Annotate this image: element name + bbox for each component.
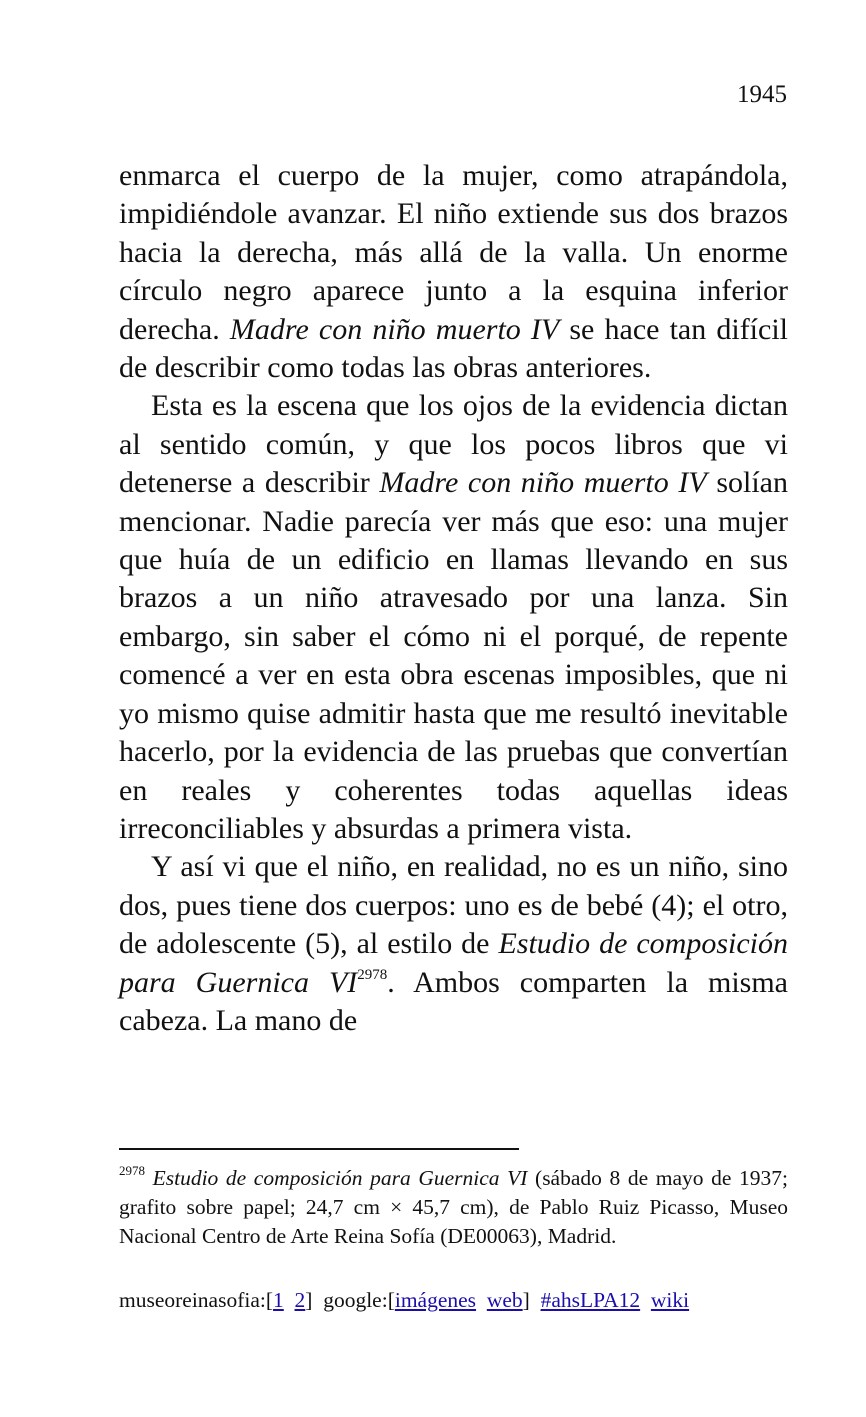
google-images-link[interactable]: imágenes [394, 1288, 477, 1312]
museo-link-1[interactable]: 1 [273, 1288, 284, 1312]
wiki-link[interactable]: wiki [650, 1288, 690, 1312]
paragraph-1 [119, 157, 788, 387]
text-run: Esta es la escena que los ojos de la evidencia dictan al sentido común, y que los pocos libros que vi detenerse a describir [119, 389, 788, 500]
footnote-title: Estudio de composición para Guernica VI [152, 1166, 528, 1190]
text-run: enmarca el cuerpo de la mujer, como atrapándola, impidiéndole avanzar. El niño extiende sus dos brazos hacia la derecha, más allá de la valla. Un enorme círculo negro aparece junto a la esquina inferior derecha. [119, 159, 788, 346]
text-run: se hace tan difícil de describir como todas las obras anteriores. [119, 312, 789, 385]
footnote-links [119, 1286, 788, 1315]
text-run: Y así vi que el niño, en realidad, no es un niño, sino dos, pues tiene dos cuerpos: uno es de bebé (4); el otro, de adolescente (5), al estilo de [119, 850, 788, 961]
google-prefix: google:[ [323, 1288, 395, 1312]
body-text [119, 157, 788, 1040]
artwork-title: Madre con niño muerto IV [229, 312, 560, 346]
page-number: 1945 [737, 81, 787, 108]
museo-link-2[interactable]: 2 [294, 1288, 306, 1312]
artwork-title: Estudio de composición para Guernica VI [119, 927, 788, 999]
footnote-number: 2978 [119, 1163, 145, 1178]
google-close: ] [522, 1288, 530, 1312]
footnote [119, 1164, 788, 1251]
footnote-reference[interactable]: 2978 [357, 966, 388, 983]
hashtag-link[interactable]: #ahsLPA12 [540, 1288, 641, 1312]
museo-close: ] [305, 1288, 313, 1312]
text-run: solían mencionar. Nadie parecía ver más que eso: una mujer que huía de un edificio en llamas llevando en sus brazos a un niño atravesado por una lanza. Sin embargo, sin saber el cómo ni el porqué, de repente comencé a ver en esta obra escenas imposibles, que ni yo mismo quise admitir hasta que me resultó inevitable hacerlo, por la evidencia de las pruebas que convertían en reales y coherentes todas aquellas ideas irreconciliables y absurdas a primera vista. [119, 466, 788, 845]
google-web-link[interactable]: web [486, 1288, 523, 1312]
text-run: . Ambos comparten la misma cabeza. La mano de [119, 965, 789, 1037]
paragraph-2 [119, 387, 788, 848]
paragraph-3 [119, 848, 788, 1040]
footnote-separator [119, 1148, 519, 1150]
museo-prefix: museoreinasofia:[ [119, 1288, 274, 1312]
artwork-title: Madre con niño muerto IV [379, 466, 707, 500]
footnote-text: (sábado 8 de mayo de 1937; grafito sobre papel; 24,7 cm × 45,7 cm), de Pablo Ruiz Picasso, Museo Nacional Centro de Arte Reina Sofía (DE00063), Madrid. [119, 1166, 788, 1248]
